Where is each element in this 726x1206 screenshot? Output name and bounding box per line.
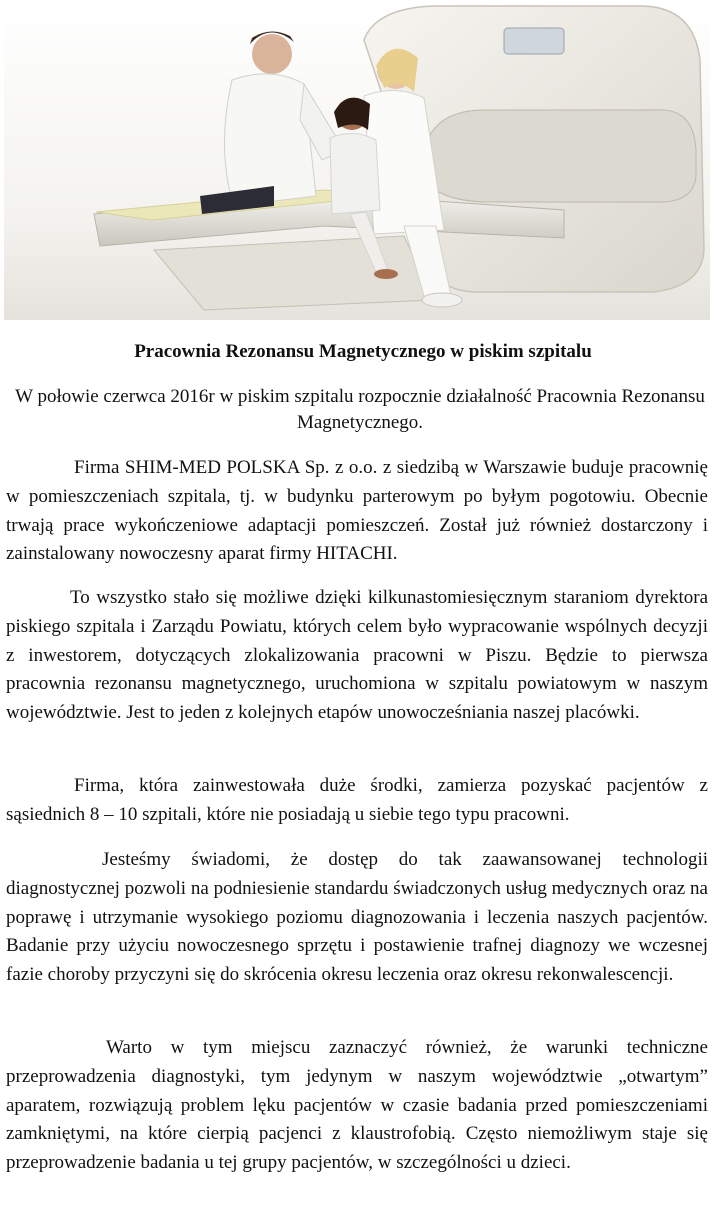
article-title: Pracownia Rezonansu Magnetycznego w piskim szpitalu	[134, 341, 592, 362]
paragraph-3: Firma, która zainwestowała duże środki, zamierza pozyskać pacjentów z sąsiednich 8 – 10 szpitali, które nie posiadają u siebie tego typu pracowni.	[6, 775, 708, 825]
paragraph-5: Warto w tym miejscu zaznaczyć również, że warunki techniczne przeprowadzenia diagnostyki, tym jedynym w naszym województwie „otwartym” aparatem, rozwiązują problem lęku pacjentów w czasie badania przed pomieszczeniami zamkniętymi, na które cierpią pacjenci z klaustrofobią. Często niemożliwym staje się przeprowadzenie badania u tej grupy pacjentów, w szczególności u dzieci.	[6, 1037, 708, 1174]
paragraph-4: Jesteśmy świadomi, że dostęp do tak zaawansowanej technologii diagnostycznej pozwoli na podniesienie standardu świadczonych usług medycznych oraz na poprawę i utrzymanie wysokiego poziomu diagnozowania i leczenia naszych pacjentów. Badanie przy użyciu nowoczesnego sprzętu i postawienie trafnej diagnozy we wczesnej fazie choroby przyczyni się do skrócenia okresu leczenia oraz okresu rekonwalescencji.	[6, 849, 708, 986]
paragraph-2: To wszystko stało się możliwe dzięki kilkunastomiesięcznym staraniom dyrektora piskiego szpitala i Zarządu Powiatu, których celem było wypracowanie wspólnych decyzji z inwestorem, dotyczących zlokalizowania pracowni w Piszu. Będzie to pierwsza pracownia rezonansu magnetycznego, uruchomiona w szpitalu powiatowym w naszym województwie. Jest to jeden z kolejnych etapów unowocześniania naszej placówki.	[6, 587, 708, 724]
paragraph-1: Firma SHIM-MED POLSKA Sp. z o.o. z siedzibą w Warszawie buduje pracownię w pomieszczeniach szpitala, tj. w budynku parterowym po byłym pogotowiu. Obecnie trwają prace wykończeniowe adaptacji pomieszczeń. Został już również dostarczony i zainstalowany nowoczesny aparat firmy HITACHI.	[6, 457, 708, 565]
article-intro: W połowie czerwca 2016r w piskim szpitalu rozpocznie działalność Pracownia Rezonansu Magnetycznego.	[15, 386, 705, 433]
mri-scanner-photo	[4, 0, 710, 320]
